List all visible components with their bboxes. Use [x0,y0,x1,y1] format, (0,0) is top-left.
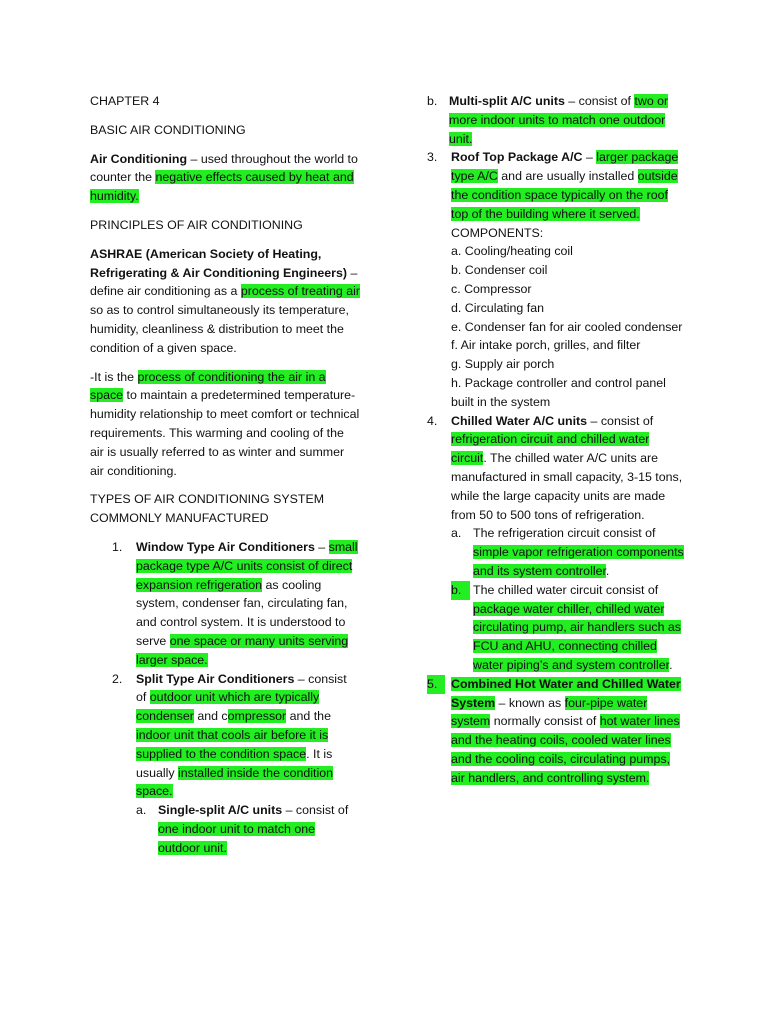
highlight: process of conditioning the air in a space [90,369,326,403]
list-item-4 [425,412,685,525]
sub-item-b [425,92,685,148]
component-item: c. Compressor [451,281,532,296]
document-title: BASIC AIR CONDITIONING [90,122,246,137]
text: so as to control simultaneously its temperature, humidity, cleanliness & distribution to meet the condition of a given space. [90,303,349,355]
sub-item-a [90,801,360,857]
chapter-heading: CHAPTER 4 [90,94,160,108]
item-term: Window Type Air Conditioners [136,539,315,554]
text: . [669,657,673,672]
highlight: small package type A/C units consist of direct expansion refrigeration [136,539,358,592]
highlight: package water chiller, chilled water circulating pump, air handlers such as FCU and AHU, connecting chilled water piping’s and system controller [473,601,681,672]
sub-item-letter: b. [427,94,438,108]
highlight: indoor unit that cools air before it is supplied to the condition space [136,727,329,761]
sub-item-letter: a. [136,803,147,818]
text: normally consist of [490,714,600,729]
highlight: process of treating air [240,284,361,299]
text: and the [286,709,331,724]
highlight: four-pipe water system [451,695,648,729]
item-term: Roof Top Package A/C [451,150,583,165]
item-term: Split Type Air Conditioners [136,671,295,686]
ashrae-definition [90,245,360,358]
component-item: b. Condenser coil [451,263,548,278]
highlight: outdoor unit which are typically condenser [136,690,320,724]
item-term: Single-split A/C units [158,803,283,818]
text: – consist of [282,803,349,818]
list-item-text [451,148,685,223]
text: -It is the [90,369,138,384]
list-item-2 [90,670,360,802]
sub-item-letter: a. [451,526,462,541]
text: and are usually installed [497,169,638,184]
highlight: negative effects caused by heat and humidity. [90,170,354,204]
types-heading: TYPES OF AIR CONDITIONING SYSTEM COMMONLY MANUFACTURED [90,492,325,526]
text: – [582,150,597,165]
text: and c [193,709,228,724]
list-number: 2. [112,671,123,686]
list-item-3 [425,148,685,411]
list-item-text [451,412,685,525]
list-item-text [136,670,360,802]
highlight: one indoor unit to match one outdoor unit. [158,821,316,855]
text: as cooling system, condenser fan, circulating fan, and control system. It is understood to serve [136,577,348,648]
text: . [605,563,610,578]
list-item-5 [425,675,685,788]
text: The chilled water circuit consist of [473,582,659,597]
list-number: 1. [112,539,123,554]
list-item-1 [90,538,360,670]
text: . It is usually [136,746,333,780]
sub-item-text [473,581,685,675]
list-number: 4. [427,413,438,428]
highlight: two or more indoor units to match one outdoor unit. [449,94,669,146]
highlight: outside the condition space typically on the roof top of the building where it served. [451,169,678,221]
principles-heading: PRINCIPLES OF AIR CONDITIONING [90,217,303,232]
component-item: d. Circulating fan [451,300,544,315]
list-number: 3. [427,150,438,165]
highlight: installed inside the condition space. [136,765,334,799]
sub-item-text [473,524,685,580]
components-heading: COMPONENTS: [451,225,544,240]
ac-term: Air Conditioning [90,151,188,166]
highlight: ompressor [227,709,287,724]
list-item-text [136,538,360,670]
text: – consist of [136,671,347,705]
item-term: Multi-split A/C units [449,94,565,108]
left-column [90,92,360,857]
sub-item-4b [425,581,685,675]
sub-item-text [449,92,685,148]
text: to maintain a predetermined temperature-humidity relationship to meet comfort or technical requirements. This warming and cooling of the air is usually referred to as winter and summer air conditioning. [90,388,360,478]
item-term: Chilled Water A/C units [451,413,588,428]
highlight: refrigeration circuit and chilled water circuit [451,432,650,466]
highlight: hot water lines and the heating coils, cooled water lines and the cooling coils, circulating pumps, air handlers, and controlling system. [451,714,680,785]
text: The refrigeration circuit consist of [473,526,656,541]
highlight: one space or many units serving larger space. [136,633,349,667]
highlight: simple vapor refrigeration components and its system controller [473,545,684,578]
ashrae-term: ASHRAE (American Society of Heating, Refrigerating & Air Conditioning Engineers) [90,246,347,280]
it-paragraph [90,368,360,481]
component-item: a. Cooling/heating coil [451,244,573,259]
list-item-text [451,675,685,788]
highlight: larger package type A/C [451,150,679,184]
item-term: Combined Hot Water and Chilled Water System [451,676,681,710]
sub-item-4a [425,524,685,580]
text: – define air conditioning as a [90,265,358,299]
text: – known as [495,695,565,710]
right-column [425,92,685,787]
ac-definition [90,150,360,206]
text: – consist of [587,413,654,428]
list-number: 5. [427,675,445,694]
text: . The chilled water A/C units are manufactured in small capacity, 3-15 tons, while the large capacity units are made from 50 to 500 tons of refrigeration. [451,451,683,522]
text: – consist of [564,94,635,108]
component-item: e. Condenser fan for air cooled condenser [451,319,683,334]
component-item: h. Package controller and control panel built in the system [451,375,666,409]
sub-item-letter: b. [451,581,470,600]
component-item: g. Supply air porch [451,357,555,372]
component-item: f. Air intake porch, grilles, and filter [451,338,641,353]
text: – used throughout the world to counter the [90,151,358,185]
sub-item-text [158,801,360,857]
text: – [314,539,329,554]
